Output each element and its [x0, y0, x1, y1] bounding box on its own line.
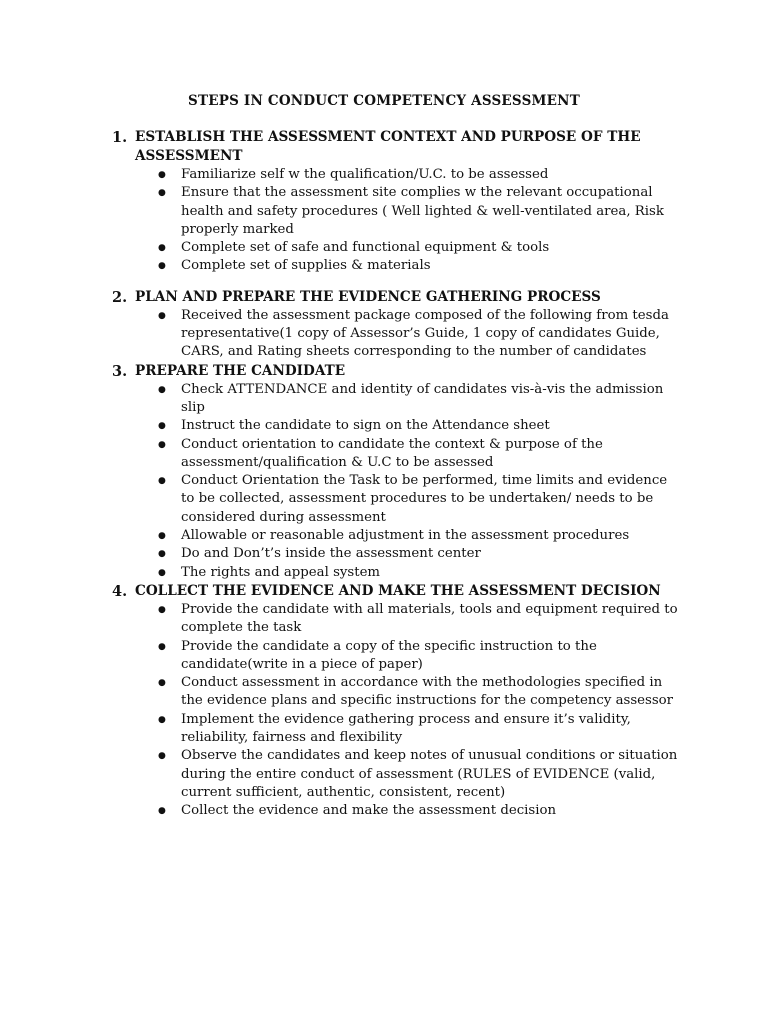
step-heading	[112, 288, 682, 307]
list-item	[158, 527, 682, 545]
step-section-4	[112, 582, 682, 821]
steps-list	[112, 128, 682, 821]
bullet-icon: ●	[158, 243, 166, 254]
list-item-text: Complete set of safe and functional equipment & tools	[181, 240, 550, 256]
list-item	[158, 239, 682, 257]
step-section-3	[112, 362, 682, 582]
list-item-text: Instruct the candidate to sign on the Attendance sheet	[181, 418, 550, 434]
bullet-icon: ●	[158, 188, 166, 199]
bullet-icon: ●	[158, 549, 166, 560]
bullet-icon: ●	[158, 421, 166, 432]
step-title: ESTABLISH THE ASSESSMENT CONTEXT AND PURPOSE OF THE ASSESSMENT	[135, 129, 641, 164]
list-item-text: Do and Don’t’s inside the assessment center	[181, 546, 481, 562]
list-item	[158, 417, 682, 435]
list-item-text: Conduct Orientation the Task to be performed, time limits and evidence to be collected, assessment procedures to be undertaken/ needs to be considered during assessment	[181, 473, 668, 525]
list-item-text: Conduct assessment in accordance with the methodologies specified in the evidence plans and specific instructions for the competency assessor	[181, 675, 674, 709]
list-item-text: Allowable or reasonable adjustment in the assessment procedures	[181, 528, 630, 544]
step-heading	[112, 362, 682, 381]
list-item	[158, 166, 682, 184]
bullet-icon: ●	[158, 439, 166, 450]
list-item	[158, 601, 682, 638]
bullet-icon: ●	[158, 567, 166, 578]
list-item	[158, 381, 682, 418]
list-item	[158, 307, 682, 362]
list-item	[158, 638, 682, 675]
list-item-text: Conduct orientation to candidate the context & purpose of the assessment/qualification & U.C to be assessed	[181, 436, 603, 470]
step-title: PLAN AND PREPARE THE EVIDENCE GATHERING PROCESS	[135, 288, 601, 305]
bullet-icon: ●	[158, 751, 166, 762]
step-number: 3.	[112, 362, 128, 380]
bullet-icon: ●	[158, 170, 166, 180]
list-item	[158, 436, 682, 473]
step-number: 1.	[112, 129, 128, 146]
bullet-icon: ●	[158, 604, 166, 615]
step-heading	[112, 582, 682, 601]
step-section-2	[112, 288, 682, 362]
step-section-1	[112, 128, 682, 276]
list-item-text: Complete set of supplies & materials	[181, 258, 431, 274]
list-item	[158, 674, 682, 711]
step-title: COLLECT THE EVIDENCE AND MAKE THE ASSESSMENT DECISION	[135, 582, 661, 599]
list-item	[158, 545, 682, 563]
list-item-text: Check ATTENDANCE and identity of candidates vis-à-vis the admission slip	[181, 381, 664, 415]
list-item-text: The rights and appeal system	[181, 564, 381, 580]
step-items	[112, 307, 682, 362]
bullet-icon: ●	[158, 384, 166, 395]
step-heading	[112, 128, 682, 166]
step-items	[112, 166, 682, 276]
bullet-icon: ●	[158, 476, 166, 487]
bullet-icon: ●	[158, 310, 166, 321]
bullet-icon: ●	[158, 806, 166, 817]
list-item-text: Received the assessment package composed of the following from tesda representative(1 copy of Assessor’s Guide, 1 copy of candidates Guide, CARS, and Rating sheets corresponding to the number of candidates	[181, 307, 669, 360]
list-item	[158, 472, 682, 527]
step-items	[112, 381, 682, 582]
list-item-text: Provide the candidate with all materials, tools and equipment required to complete the task	[181, 601, 678, 636]
list-item	[158, 564, 682, 582]
step-number: 2.	[112, 288, 128, 306]
bullet-icon: ●	[158, 678, 166, 689]
document-title: STEPS IN CONDUCT COMPETENCY ASSESSMENT	[188, 93, 580, 109]
list-item-text: Provide the candidate a copy of the specific instruction to the candidate(write in a piece of paper)	[181, 638, 597, 672]
step-number: 4.	[112, 582, 128, 600]
bullet-icon: ●	[158, 714, 166, 725]
bullet-icon: ●	[158, 261, 166, 272]
bullet-icon: ●	[158, 641, 166, 652]
list-item-text: Implement the evidence gathering process and ensure it’s validity, reliability, fairness and flexibility	[181, 711, 631, 746]
bullet-icon: ●	[158, 531, 166, 542]
list-item	[158, 747, 682, 802]
list-item-text: Observe the candidates and keep notes of unusual conditions or situation during the entire conduct of assessment (RULES of EVIDENCE (valid, current sufficient, authentic, consistent, recent)	[181, 748, 678, 800]
list-item-text: Ensure that the assessment site complies w the relevant occupational health and safety procedures ( Well lighted & well-ventilated area, Risk properly marked	[181, 185, 664, 237]
list-item-text: Familiarize self w the qualification/U.C. to be assessed	[181, 167, 549, 182]
list-item	[158, 711, 682, 748]
list-item	[158, 802, 682, 820]
step-title: PREPARE THE CANDIDATE	[135, 362, 346, 379]
list-item	[158, 257, 682, 275]
list-item-text: Collect the evidence and make the assessment decision	[181, 803, 557, 819]
step-items	[112, 601, 682, 821]
list-item	[158, 184, 682, 239]
